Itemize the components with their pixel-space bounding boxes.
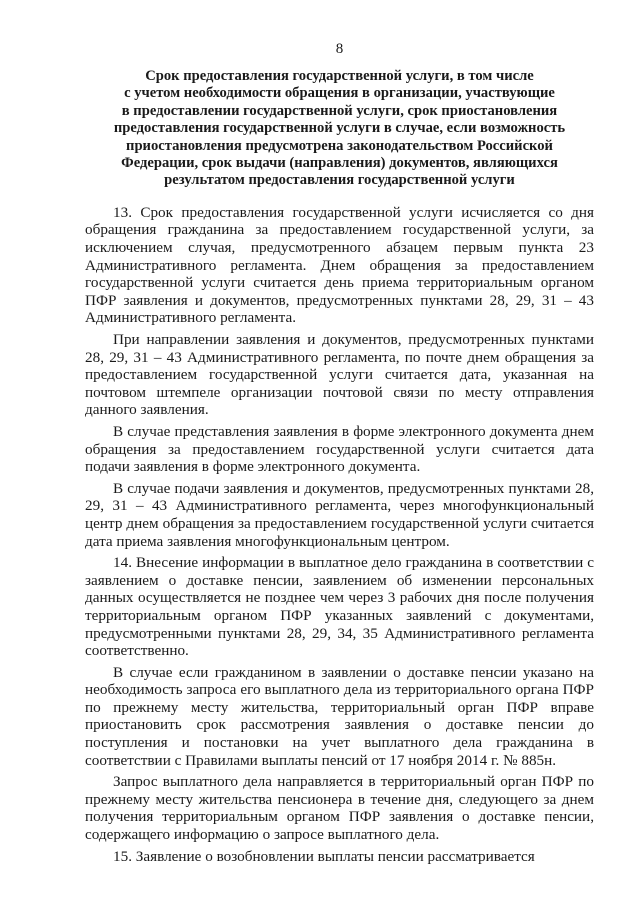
paragraph-15: 15. Заявление о возобновлении выплаты пенсии рассматривается: [113, 847, 535, 865]
heading-line: Федерации, срок выдачи (направления) документов, являющихся: [121, 155, 558, 172]
section-heading: [85, 68, 594, 190]
heading-line: приостановления предусмотрена законодательством Российской: [126, 137, 553, 154]
heading-line: Срок предоставления государственной услуги, в том числе: [145, 68, 534, 84]
page-number: 8: [335, 41, 344, 57]
paragraph-file-request: Запрос выплатного дела направляется в территориальный орган ПФР по прежнему месту жительства пенсионера в течение дня, следующего за днем получения территориальным органом ПФР заявления о доставке пенсии, содержащего информацию о запросе выплатного дела.: [85, 773, 594, 844]
heading-line: с учетом необходимости обращения в организации, участвующие: [124, 85, 555, 102]
paragraph-delivery-suspension: В случае если гражданином в заявлении о доставке пенсии указано на необходимость запроса его выплатного дела из территориального органа ПФР по прежнему месту жительства, территориальный орган ПФР вправе приостановить срок рассмотрения заявления о доставке пенсии до поступления и постановки на учет выплатного дела гражданина в соответствии с Правилами выплаты пенсий от 17 ноября 2014 г. № 885н.: [85, 663, 594, 769]
paragraph-13: 13. Срок предоставления государственной услуги исчисляется со дня обращения гражданина за предоставлением государственной услуги, за исключением случая, предусмотренного абзацем первым пункта 23 Административного регламента. Днем обращения за предоставлением государственной услуги считается день приема территориальным органом ПФР заявления и документов, предусмотренных пунктами 28, 29, 31 – 43 Административного регламента.: [85, 203, 594, 327]
paragraph-mail-submission: При направлении заявления и документов, предусмотренных пунктами 28, 29, 31 – 43 Административного регламента, по почте днем обращения за предоставлением государственной услуги считается дата, указанная на почтовом штемпеле организации почтовой связи по месту отправления данного заявления.: [85, 331, 594, 419]
heading-line: результатом предоставления государственной услуги: [164, 172, 515, 189]
paragraph-mfc-submission: В случае подачи заявления и документов, предусмотренных пунктами 28, 29, 31 – 43 Административного регламента, через многофункциональный центр днем обращения за предоставлением государственной услуги считается дата приема заявления многофункциональным центром.: [85, 479, 594, 550]
body-text: [85, 204, 594, 865]
heading-line: в предоставлении государственной услуги, срок приостановления: [121, 102, 558, 119]
paragraph-electronic-submission: В случае представления заявления в форме электронного документа днем обращения за предоставлением государственной услуги считается дата подачи заявления в форме электронного документа.: [85, 422, 594, 476]
paragraph-14: 14. Внесение информации в выплатное дело гражданина в соответствии с заявлением о доставке пенсии, заявлением об изменении персональных данных осуществляется не позднее чем через 3 рабочих дня после получения территориальным органом ПФР указанных заявлений с документами, предусмотренными пунктами 28, 29, 34, 35 Административного регламента соответственно.: [85, 554, 594, 660]
heading-line: предоставления государственной услуги в случае, если возможность: [113, 120, 566, 137]
